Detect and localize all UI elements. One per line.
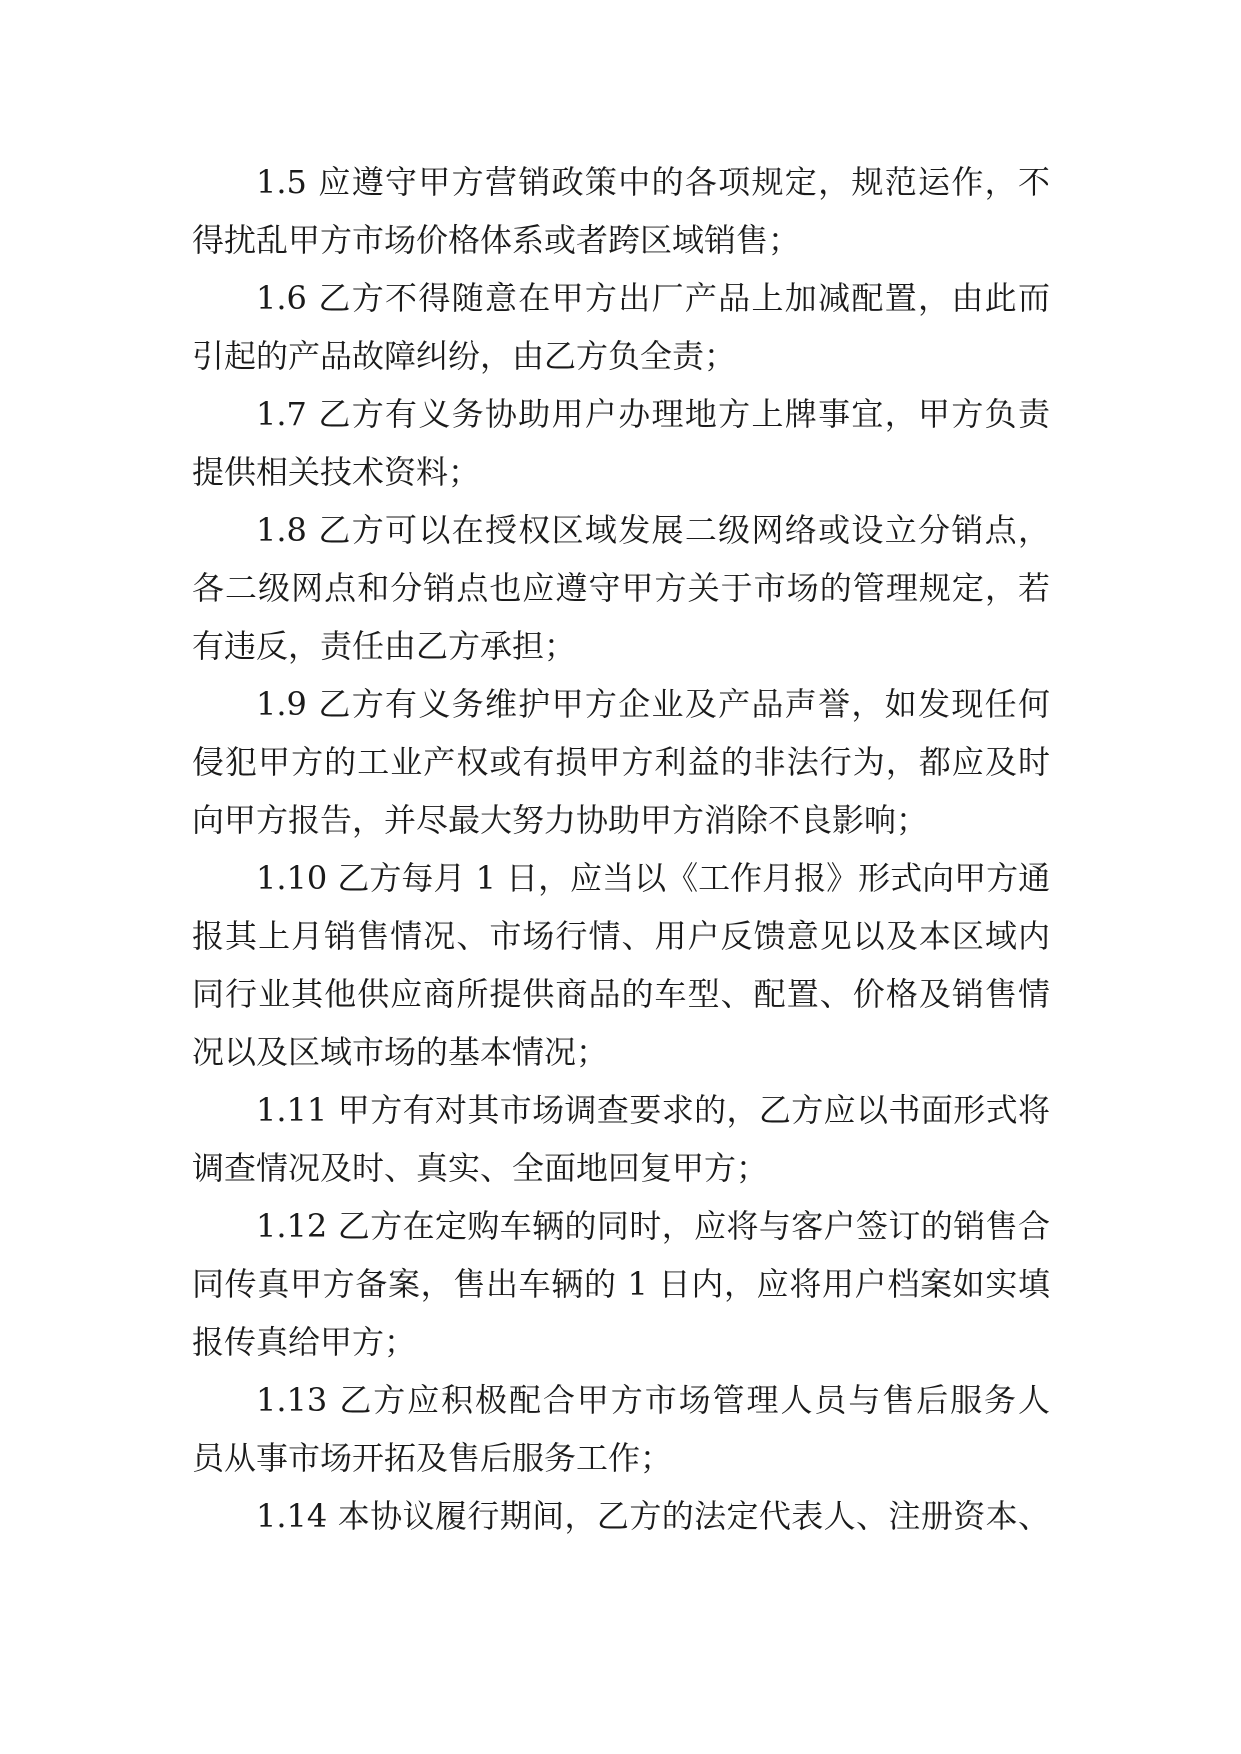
text-line: 1.11 甲方有对其市场调查要求的，乙方应以书面形式将 xyxy=(256,1091,1050,1129)
text-line: 引起的产品故障纠纷，由乙方负全责； xyxy=(192,337,737,375)
text-line: 有违反，责任由乙方承担； xyxy=(192,627,577,665)
text-line: 调查情况及时、真实、全面地回复甲方； xyxy=(192,1149,769,1187)
text-line: 1.13 乙方应积极配合甲方市场管理人员与售后服务人 xyxy=(256,1381,1050,1419)
text-line: 同传真甲方备案，售出车辆的 1 日内，应将用户档案如实填 xyxy=(192,1265,1050,1303)
text-line: 各二级网点和分销点也应遵守甲方关于市场的管理规定，若 xyxy=(192,569,1050,607)
text-line: 侵犯甲方的工业产权或有损甲方利益的非法行为，都应及时 xyxy=(192,743,1050,781)
text-line: 1.10 乙方每月 1 日，应当以《工作月报》形式向甲方通 xyxy=(256,859,1051,897)
text-line: 况以及区域市场的基本情况； xyxy=(192,1033,609,1071)
text-line: 同行业其他供应商所提供商品的车型、配置、价格及销售情 xyxy=(192,975,1050,1013)
text-line: 得扰乱甲方市场价格体系或者跨区域销售； xyxy=(192,221,801,259)
text-line: 报其上月销售情况、市场行情、用户反馈意见以及本区域内 xyxy=(192,917,1050,955)
text-line: 1.12 乙方在定购车辆的同时，应将与客户签订的销售合 xyxy=(256,1207,1050,1245)
text-line: 1.6 乙方不得随意在甲方出厂产品上加减配置，由此而 xyxy=(256,279,1050,317)
text-line: 1.5 应遵守甲方营销政策中的各项规定，规范运作，不 xyxy=(256,163,1050,201)
document-page xyxy=(192,153,1050,1545)
text-line: 1.14 本协议履行期间，乙方的法定代表人、注册资本、 xyxy=(256,1497,1050,1535)
text-line: 报传真给甲方； xyxy=(192,1323,417,1361)
text-line: 向甲方报告，并尽最大努力协助甲方消除不良影响； xyxy=(192,801,929,839)
text-line: 提供相关技术资料； xyxy=(192,453,481,491)
text-line: 1.8 乙方可以在授权区域发展二级网络或设立分销点， xyxy=(256,511,1050,549)
text-line: 1.9 乙方有义务维护甲方企业及产品声誉，如发现任何 xyxy=(256,685,1050,723)
text-line: 1.7 乙方有义务协助用户办理地方上牌事宜，甲方负责 xyxy=(256,395,1050,433)
text-line: 员从事市场开拓及售后服务工作； xyxy=(192,1439,673,1477)
